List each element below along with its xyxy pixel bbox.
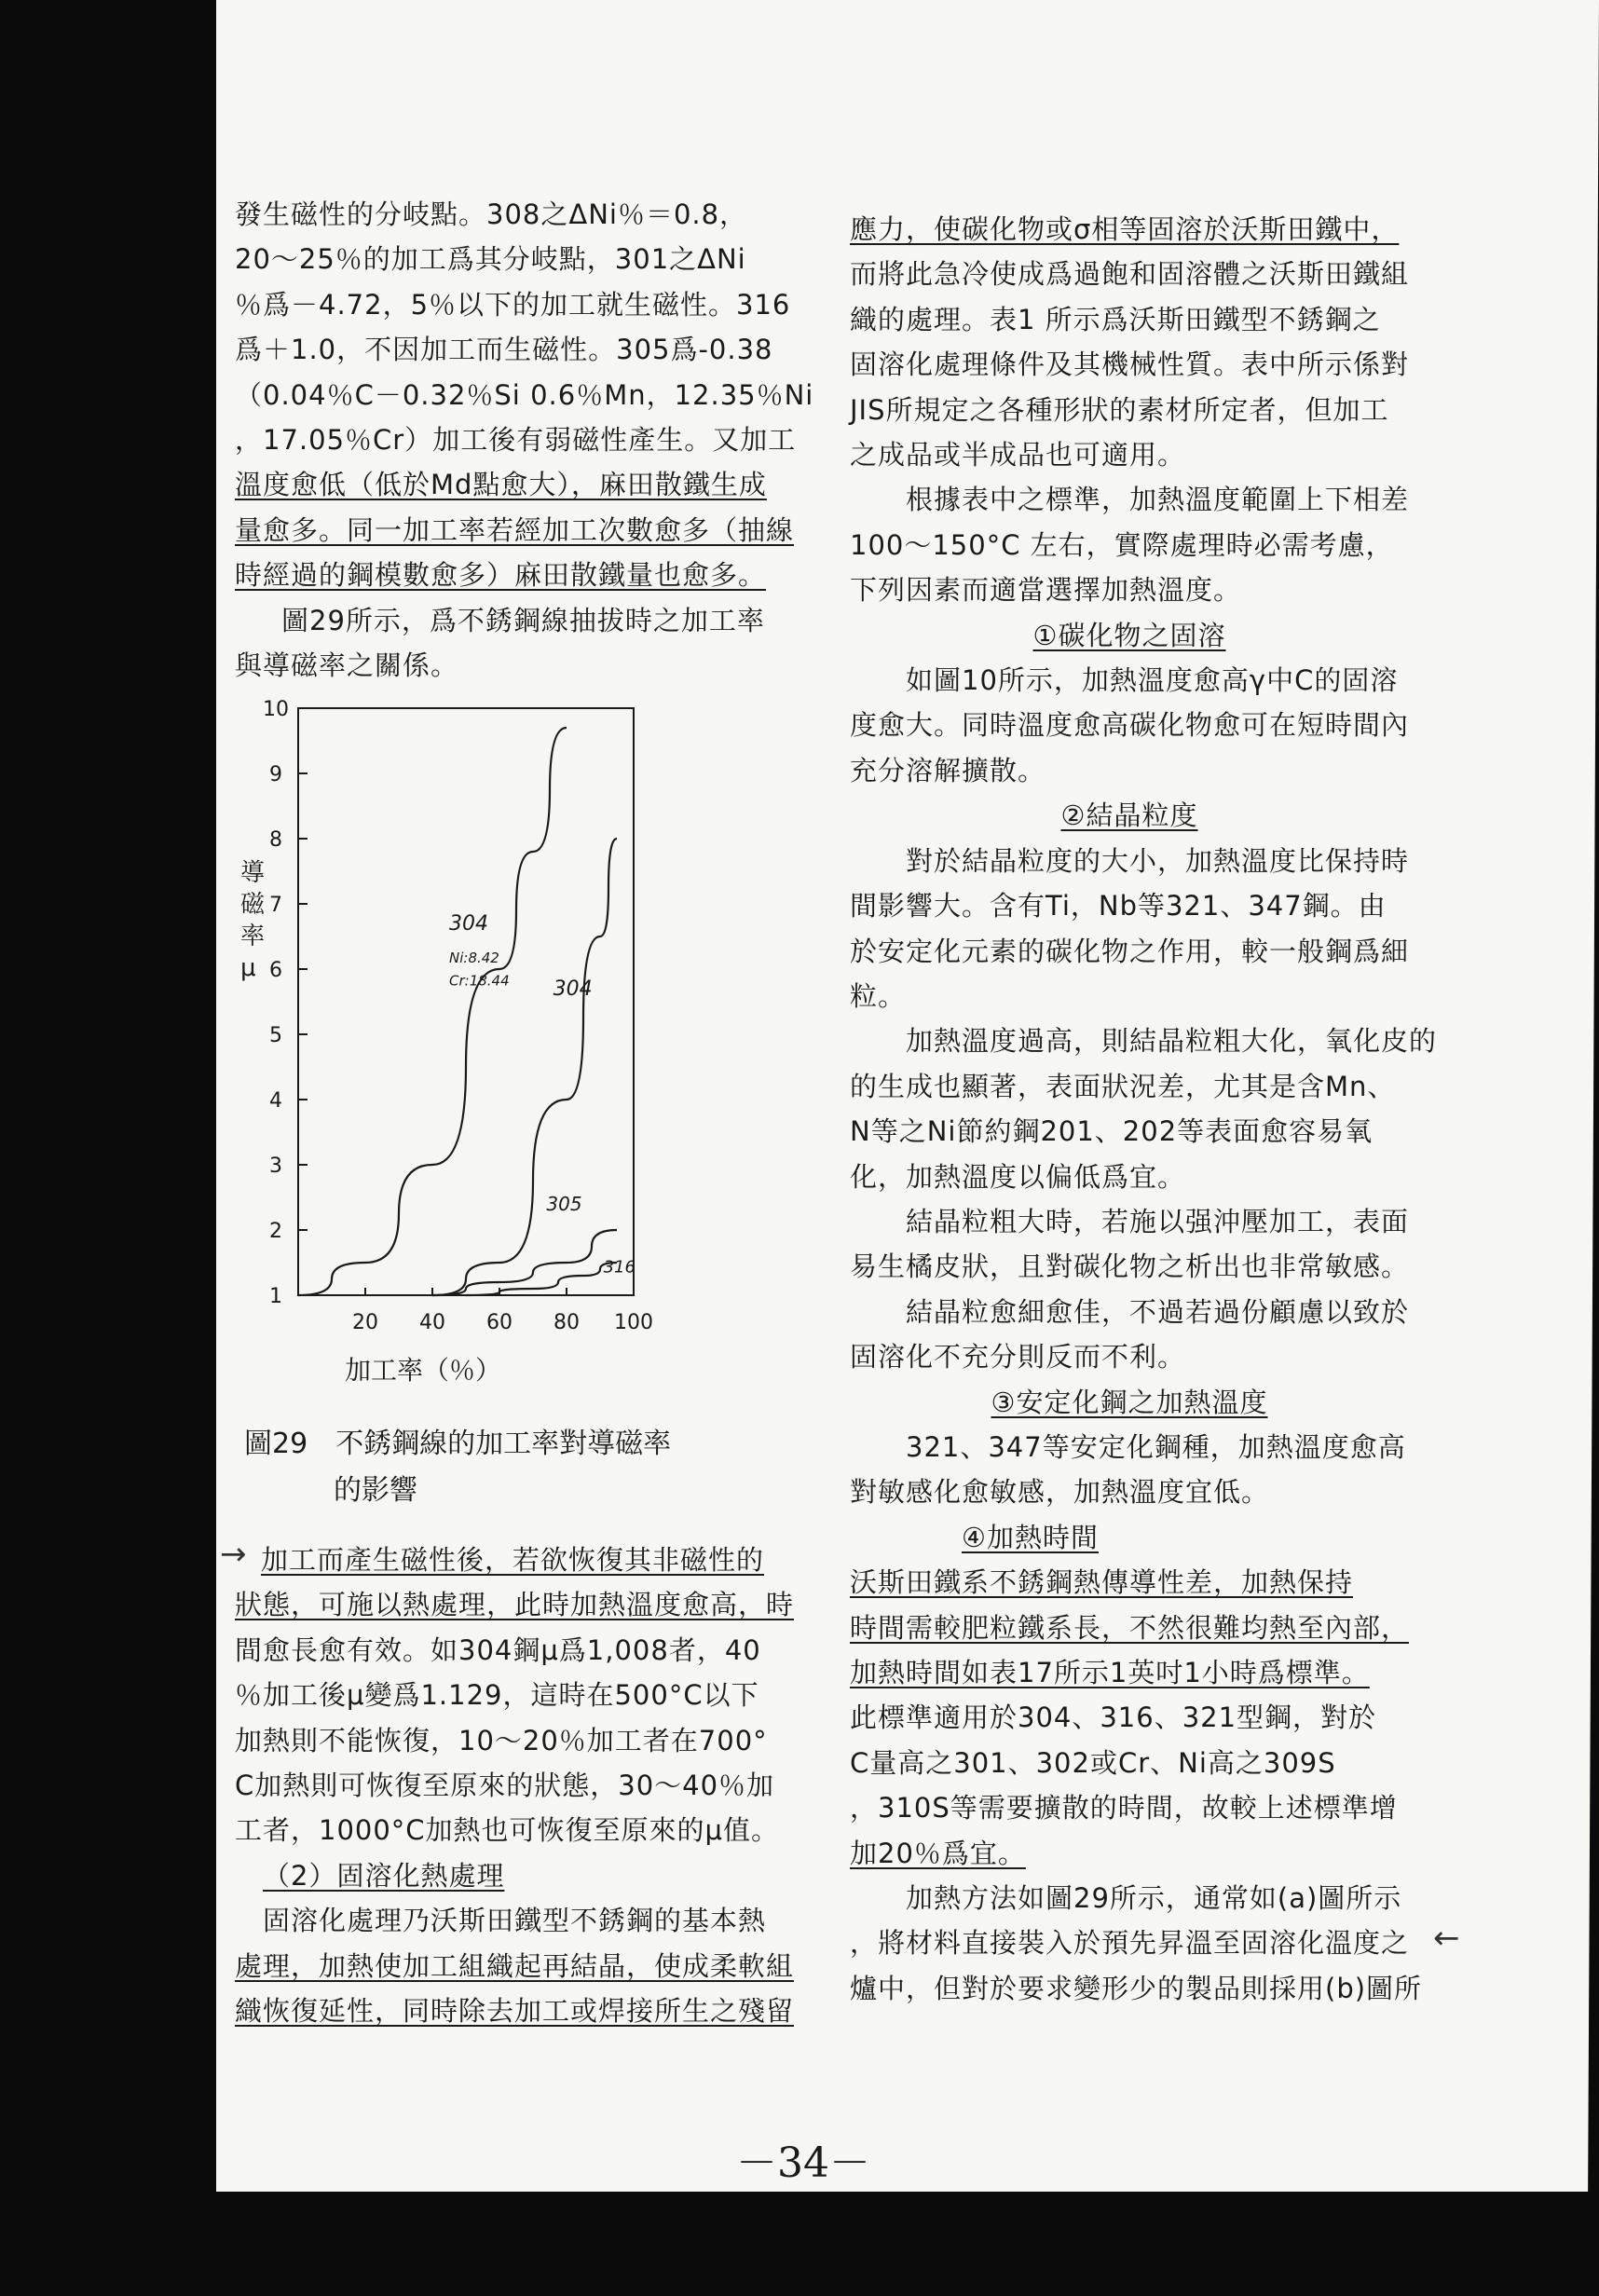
section-heading: ③安定化鋼之加熱溫度 xyxy=(991,1386,1268,1418)
text-line: 工者，1000°C加熱也可恢復至原來的μ值。 xyxy=(235,1814,780,1847)
text-line: 織的處理。表1 所示爲沃斯田鐵型不銹鋼之 xyxy=(850,303,1381,335)
x-tick-label: 100 xyxy=(614,1311,653,1334)
text-line: 對敏感化愈敏感，加熱溫度宜低。 xyxy=(850,1476,1270,1509)
text-line: 加熱方法如圖29所示，通常如(a)圖所示 xyxy=(906,1882,1402,1915)
text-line: 而將此急冷使成爲過飽和固溶體之沃斯田鐵組 xyxy=(850,258,1410,291)
y-tick-label: 5 xyxy=(269,1024,282,1047)
text-line: 加熱溫度過高，則結晶粒粗大化，氧化皮的 xyxy=(906,1025,1438,1058)
y-tick-label: 1 xyxy=(269,1285,282,1308)
y-axis-label-char: 磁 xyxy=(240,891,266,919)
text-line: 應力，使碳化物或σ相等固溶於沃斯田鐵中， xyxy=(850,213,1400,245)
text-line: 100～150°C 左右，實際處理時必需考慮， xyxy=(850,528,1394,561)
text-line: 結晶粒粗大時，若施以强沖壓加工，表面 xyxy=(906,1205,1410,1237)
text-line: 加熱時間如表17所示1英吋1小時爲標準。 xyxy=(850,1657,1370,1688)
text-line: 量愈多。同一加工率若經加工次數愈多（抽線 xyxy=(235,513,795,546)
y-tick-label: 4 xyxy=(269,1089,282,1113)
text-line: 321、347等安定化鋼種，加熱溫度愈高 xyxy=(906,1430,1406,1463)
curve-label: 316 xyxy=(603,1257,636,1278)
text-line: N等之Ni節約鋼201、202等表面愈容易氧 xyxy=(850,1115,1374,1148)
y-tick-label: 7 xyxy=(269,894,282,917)
series-line-3 xyxy=(466,1263,617,1295)
text-line: （0.04％C－0.32％Si 0.6％Mn，12.35％Ni xyxy=(235,378,814,411)
curve-label: Cr:18.44 xyxy=(449,972,510,990)
text-line: 此標準適用於304、316、321型鋼，對於 xyxy=(850,1702,1377,1734)
text-line: JIS所規定之各種形狀的素材所定者，但加工 xyxy=(850,393,1389,426)
text-line: 加工而產生磁性後，若欲恢復其非磁性的 xyxy=(261,1544,765,1576)
y-axis-label-char: μ xyxy=(240,954,256,982)
figure-29 xyxy=(233,694,699,1402)
text-line: 時間需較肥粒鐵系長，不然很難均熱至內部， xyxy=(850,1611,1410,1644)
x-tick-label: 60 xyxy=(486,1311,512,1334)
left-column xyxy=(235,192,831,688)
x-tick-label: 80 xyxy=(554,1311,580,1334)
y-tick-label: 3 xyxy=(269,1155,282,1178)
text-line: 織恢復延性，同時除去加工或焊接所生之殘留 xyxy=(235,1995,795,2028)
text-line: 沃斯田鐵系不銹鋼熱傳導性差，加熱保持 xyxy=(850,1566,1354,1599)
y-axis-label-char: 導 xyxy=(240,859,266,887)
text-line: 固溶化不充分則反而不利。 xyxy=(850,1341,1186,1374)
text-line: ％爲－4.72，5％以下的加工就生磁性。316 xyxy=(235,288,791,321)
caption-line1: 不銹鋼線的加工率對導磁率 xyxy=(335,1428,672,1460)
text-line: 固溶化處理乃沃斯田鐵型不銹鋼的基本熱 xyxy=(263,1905,767,1937)
margin-arrow-icon: → xyxy=(220,1536,247,1573)
page-number: －34－ xyxy=(736,2139,870,2187)
curve-label: 304 xyxy=(449,912,488,936)
text-line: 時經過的鋼模數愈多）麻田散鐵量也愈多。 xyxy=(235,559,767,592)
curve-label: 305 xyxy=(546,1193,582,1215)
text-line: 粒。 xyxy=(850,979,907,1012)
text-line: ，17.05％Cr）加工後有弱磁性產生。又加工 xyxy=(235,424,797,457)
text-line: 20～25％的加工爲其分岐點，301之ΔNi xyxy=(235,243,746,276)
text-line: 溫度愈低（低於Md點愈大），麻田散鐵生成 xyxy=(235,469,767,501)
text-line: 間愈長愈有效。如304鋼μ爲1,008者，40 xyxy=(235,1633,761,1666)
text-line: 充分溶解擴散。 xyxy=(850,754,1046,786)
text-line: 間影響大。含有Ti，Nb等321、347鋼。由 xyxy=(850,890,1387,922)
y-tick-label: 10 xyxy=(263,698,289,721)
text-line: 對於結晶粒度的大小，加熱溫度比保持時 xyxy=(906,844,1410,877)
left-column-lower xyxy=(235,1538,831,2033)
figure-caption xyxy=(244,1421,671,1514)
text-line: 處理，加熱使加工組織起再結晶，使成柔軟組 xyxy=(235,1949,795,1982)
text-line: 的生成也顯著，表面狀況差，尤其是含Mn、 xyxy=(850,1070,1396,1102)
text-line: 加熱則不能恢復，10～20％加工者在700° xyxy=(235,1724,768,1756)
text-line: C量高之301、302或Cr、Ni高之309S xyxy=(850,1746,1336,1779)
section-heading: ①碳化物之固溶 xyxy=(1032,619,1226,651)
caption-number: 圖29 xyxy=(244,1428,308,1460)
text-line: 固溶化處理條件及其機械性質。表中所示係對 xyxy=(850,348,1410,381)
y-tick-label: 6 xyxy=(269,959,282,982)
text-line: 下列因素而適當選擇加熱溫度。 xyxy=(850,574,1242,607)
text-line: 爐中，但對於要求變形少的製品則採用(b)圖所 xyxy=(850,1972,1423,2004)
x-tick-label: 20 xyxy=(352,1311,378,1334)
y-axis-label-char: 率 xyxy=(240,922,266,950)
right-arrow-icon: ← xyxy=(1433,1920,1460,1957)
curve-label: 304 xyxy=(553,977,593,1001)
text-line: 加20％爲宜。 xyxy=(850,1837,1026,1869)
y-tick-label: 2 xyxy=(269,1220,282,1243)
text-line: 如圖10所示，加熱溫度愈高γ中C的固溶 xyxy=(906,664,1399,697)
right-column xyxy=(850,207,1446,2011)
text-line: ，310S等需要擴散的時間，故較上述標準增 xyxy=(850,1792,1398,1824)
text-line: 發生磁性的分岐點。308之ΔNi％＝0.8， xyxy=(235,198,748,230)
series-line-0 xyxy=(298,728,567,1295)
x-tick-label: 40 xyxy=(419,1311,445,1334)
y-axis-label xyxy=(240,859,266,982)
y-tick-label: 8 xyxy=(269,828,282,852)
text-line: 根據表中之標準，加熱溫度範圍上下相差 xyxy=(906,484,1410,516)
y-tick-label: 9 xyxy=(269,763,282,786)
text-line: ，將材料直接裝入於預先昇溫至固溶化溫度之 xyxy=(850,1927,1410,1960)
text-line: ％加工後μ變爲1.129，這時在500°C以下 xyxy=(235,1679,759,1712)
magnetic-permeability-chart xyxy=(233,694,699,1402)
section-heading: ②結晶粒度 xyxy=(1060,800,1198,832)
caption-line2: 的影響 xyxy=(334,1474,417,1507)
chart-curve-labels xyxy=(449,912,636,1278)
curve-label: Ni:8.42 xyxy=(449,950,499,966)
text-line: 爲＋1.0，不因加工而生磁性。305爲-0.38 xyxy=(235,334,773,366)
text-line: 度愈大。同時溫度愈高碳化物愈可在短時間內 xyxy=(850,709,1410,742)
text-line: 狀態，可施以熱處理，此時加熱溫度愈高，時 xyxy=(235,1589,795,1621)
text-line: 易生橘皮狀，且對碳化物之析出也非常敏感。 xyxy=(850,1250,1410,1283)
text-line: 化，加熱溫度以偏低爲宜。 xyxy=(850,1160,1186,1193)
section-heading: ④加熱時間 xyxy=(962,1521,1099,1553)
series-line-1 xyxy=(432,839,617,1295)
text-line: 結晶粒愈細愈佳，不過若過份顧慮以致於 xyxy=(906,1295,1410,1328)
text-line: 於安定化元素的碳化物之作用，較一般鋼爲細 xyxy=(850,935,1410,967)
text-line: 之成品或半成品也可適用。 xyxy=(850,439,1186,472)
text-line: 與導磁率之關係。 xyxy=(235,649,459,682)
text-line: 圖29所示，爲不銹鋼線抽拔時之加工率 xyxy=(281,604,765,636)
section-heading: （2）固溶化熱處理 xyxy=(263,1859,505,1892)
x-axis-label: 加工率（％） xyxy=(345,1355,502,1386)
text-line: C加熱則可恢復至原來的狀態，30～40％加 xyxy=(235,1770,775,1802)
